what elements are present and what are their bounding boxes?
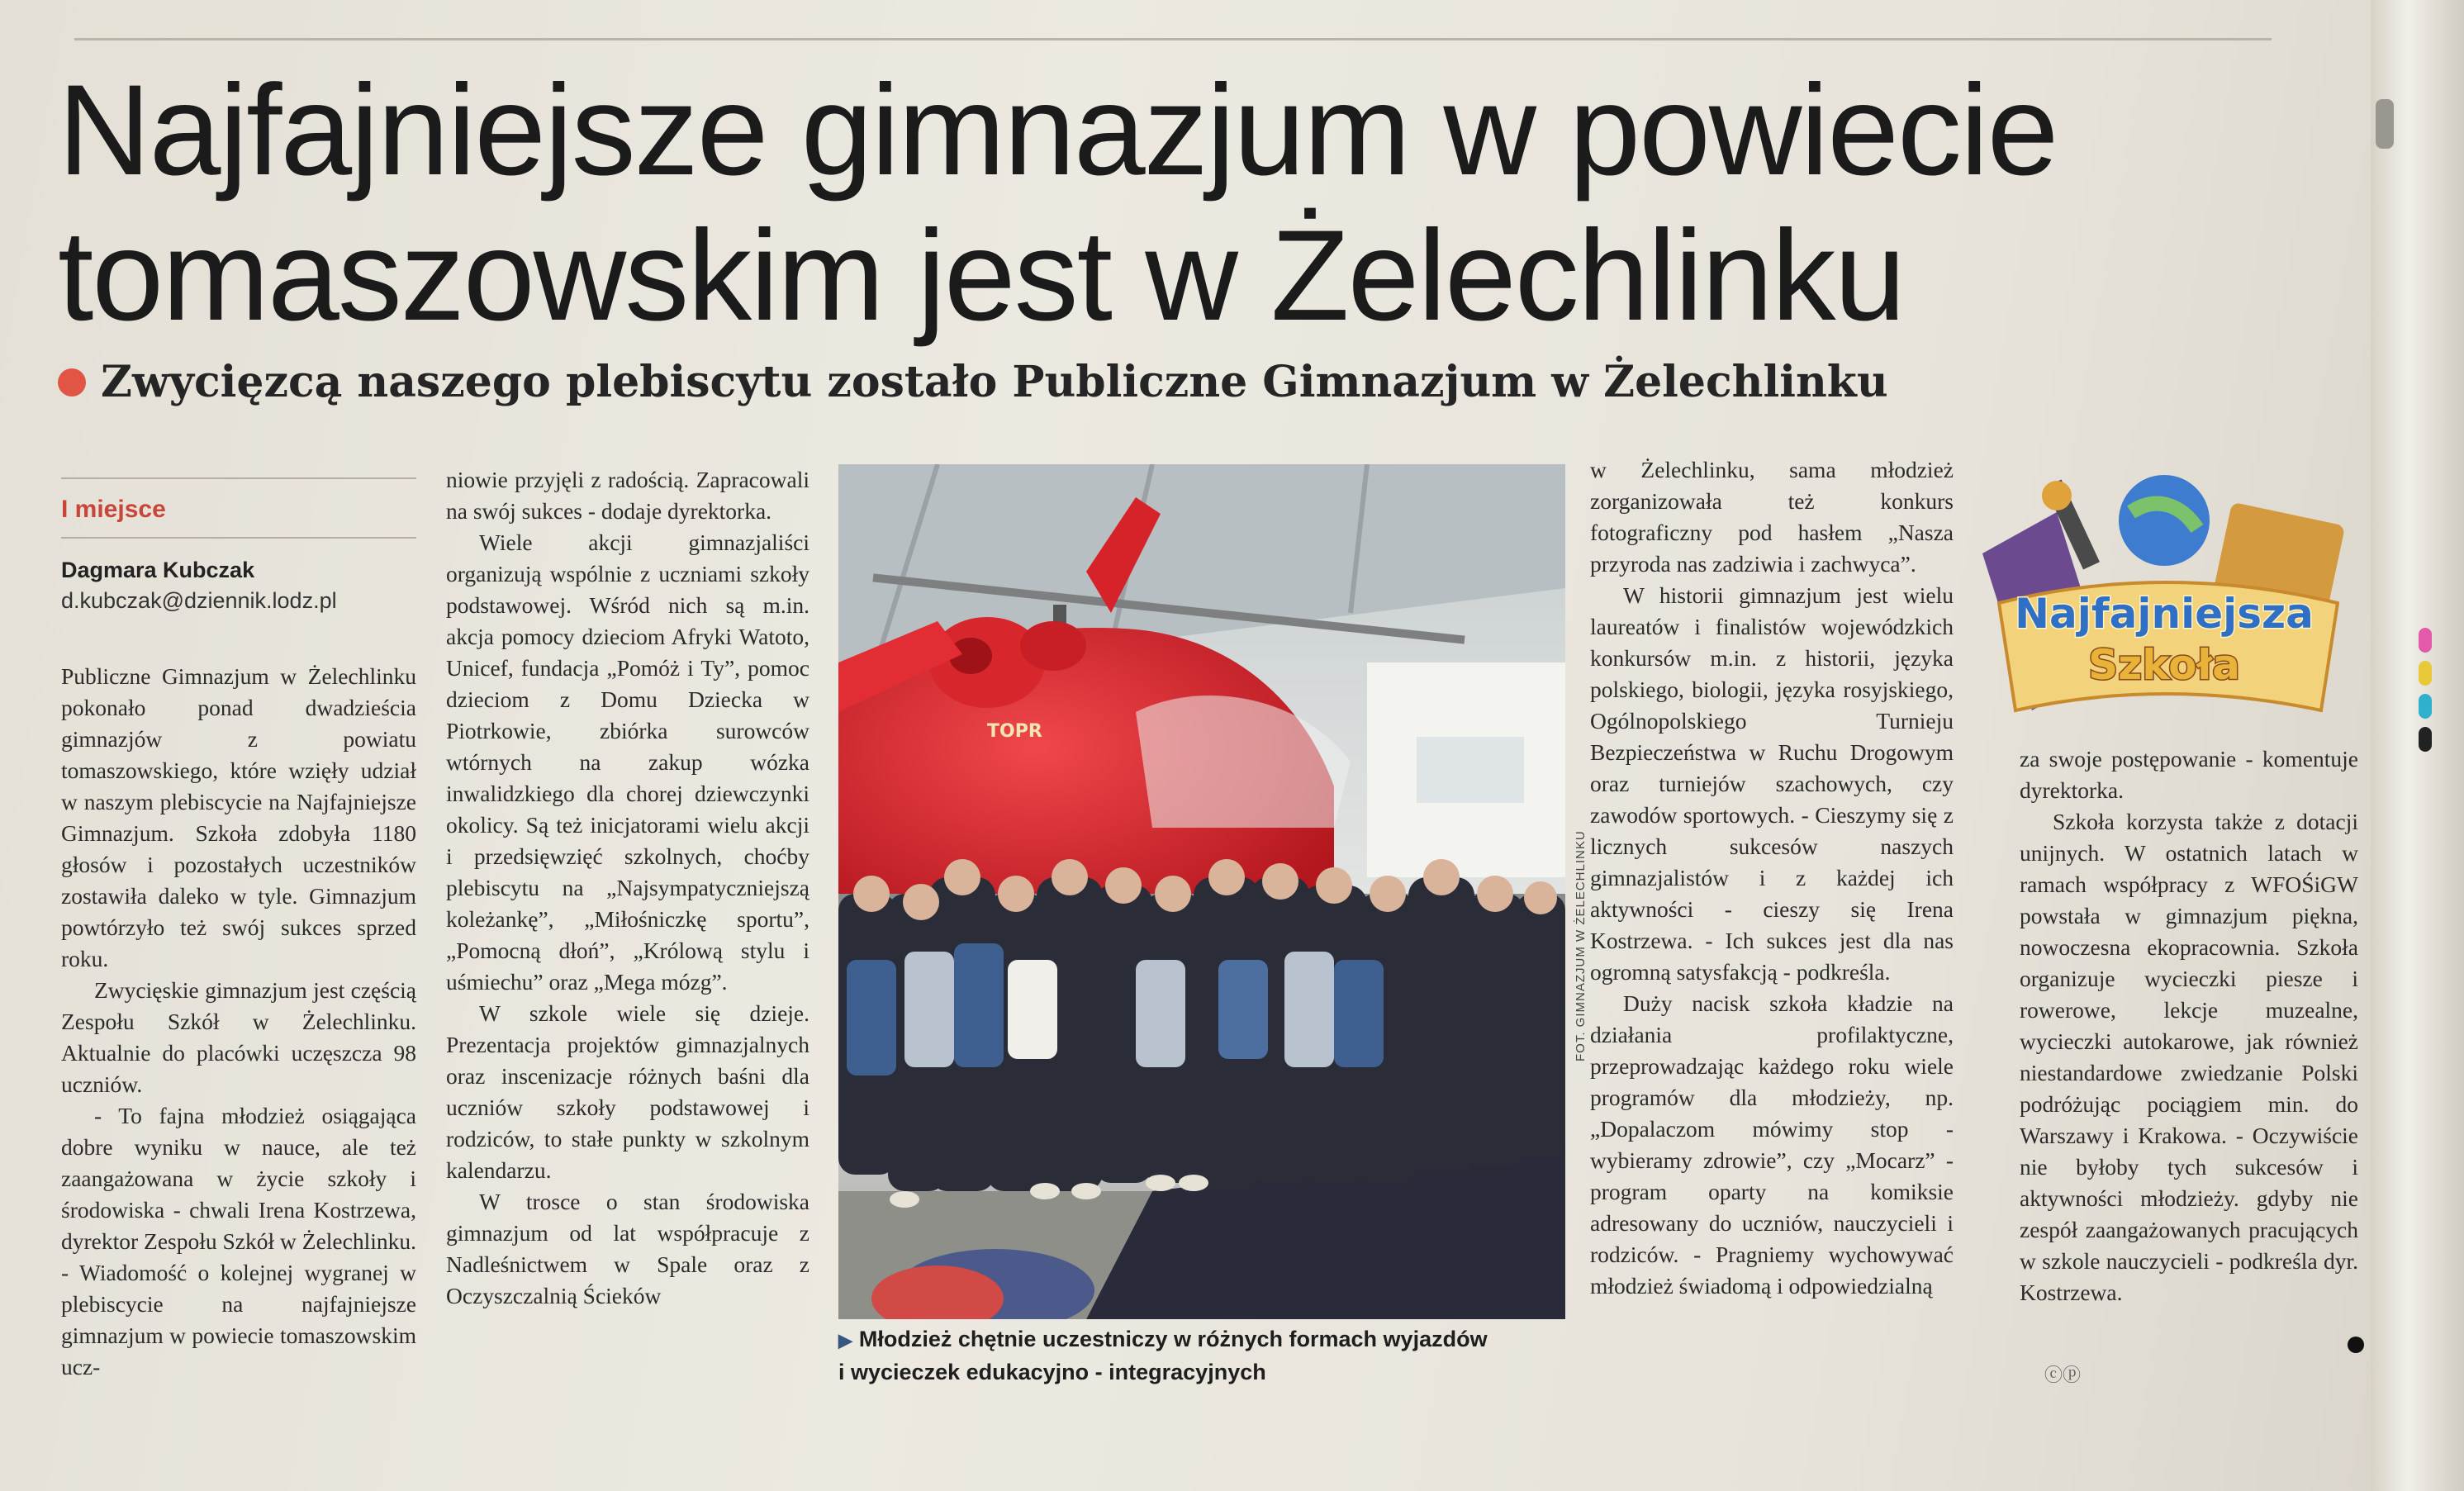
school-supplies-illustration [1966, 463, 2362, 743]
badge-subtitle: Szkoła [2088, 641, 2240, 689]
rank-label: I miejsce [61, 496, 166, 523]
adjacent-page-edge [2371, 0, 2464, 1491]
students-group [838, 859, 1565, 1208]
subheading [58, 354, 1958, 411]
column-3 [1590, 454, 1954, 1302]
paragraph: W historii gimnazjum jest wielu laureatów i finalistów wojewódzkich konkursów m.in. z historii, języka polskiego, biologii, języka rosyjskiego, Ogólnopolskiego Turnieju Bezpieczeństwa w Ruchu Drogowym oraz turniejów szachowych, czy zawodów sportowych. - Cieszymy się z licznych sukcesów naszych gimnazjalistów i z każdej ich aktywności - cieszy się Irena Kostrzewa. - Ich sukces jest dla nas ogromną satysfakcją - podkreśla. [1590, 582, 1954, 985]
column-1 [61, 661, 416, 1383]
headline-line-2: tomaszowskim jest w Żelechlinku [58, 204, 1905, 348]
end-of-article-mark [2348, 1337, 2364, 1353]
najfajniejsza-szkola-badge [1966, 463, 2362, 743]
subheading-text: Zwycięzcą naszego plebiscytu zostało Publiczne Gimnazjum w Żelechlinku [101, 357, 1888, 407]
rank-rule-top [61, 477, 416, 479]
author-email: d.kubczak@dziennik.lodz.pl [61, 588, 337, 613]
paragraph: Wiele akcji gimnazjaliści organizują wspólnie z uczniami szkoły podstawowej. Wśród nich są m.in. akcja pomocy dzieciom Afryki Watoto, Unicef, fundacja „Pomóż i Ty”, pomoc dzieciom z Domu Dziecka w Piotrkowie, zbiórka surowców wtórnych na zakup wózka inwalidzkiego dla chorej dziewczynki okolicy. Są też inicjatorami wielu akcji i przedsięwzięć szkolnych, choćby plebiscytu na „Najsympatyczniejszą koleżankę”, „Miłośniczkę sportu”, „Pomocną dłoń”, „Królową stylu i uśmiechu” oraz „Mega mózg”. [446, 529, 809, 995]
headline-line-1: Najfajniejsze gimnazjum w powiecie [58, 59, 2058, 202]
paragraph: za swoje postępowanie - komentuje dyrektorka. [2020, 746, 2358, 803]
paragraph: W szkole wiele się dzieje. Prezentacja projektów gimnazjalnych oraz inscenizacje różnych baśni dla uczniów szkoły podstawowej i rodziców, to stałe punkty w szkolnym kalendarzu. [446, 1000, 809, 1183]
red-bullet-icon [58, 368, 86, 396]
column-2 [446, 464, 809, 1312]
copyright-mark: ⓒⓟ [2044, 1365, 2082, 1386]
badge-title: Najfajniejsza [2015, 590, 2314, 638]
paragraph: w Żelechlinku, sama młodzież zorganizowała też konkurs fotograficzny pod hasłem „Nasza przyroda nas zadziwia i zachwyca”. [1590, 457, 1954, 577]
photo-credit: FOT. GIMNAZJUM W ŻELECHLINKU [1574, 830, 1588, 1061]
caption-line-2: i wycieczek edukacyjno - integracyjnych [838, 1360, 1266, 1384]
author-name: Dagmara Kubczak [61, 558, 255, 582]
group-photo-illustration [838, 464, 1565, 1319]
top-rule [74, 38, 2272, 40]
paragraph: Duży nacisk szkoła kładzie na działania profilaktyczne, przeprowadzając każdego roku wiele programów dla młodzieży, np. „Dopalaczom mówimy stop - wybieramy zdrowie”, czy „Mocarz” - program oparty na komiksie adresowany do uczniów, nauczycieli i rodziców. - Pragniemy wychowywać młodzież świadomą i odpowiedzialną [1590, 990, 1954, 1299]
column-4 [2020, 743, 2358, 1308]
paragraph: Szkoła korzysta także z dotacji unijnych. W ostatnich latach w ramach współpracy z WFOŚiGW powstała w gimnazjum piękna, nowoczesna ekopracownia. Szkoła organizuje wycieczki piesze i rowerowe, lekcje muzealne, wycieczki autokarowe, jak również niestandardowe zwiedzanie Polski podróżując pociągiem min. do Warszawy i Krakowa. - Oczywiście nie byłoby tych sukcesów i aktywności młodzieży. gdyby nie zespół zaangażowanych pracujących w szkole nauczycieli - podkreśla dyr. Kostrzewa. [2020, 809, 2358, 1305]
paragraph: W trosce o stan środowiska gimnazjum od lat współpracuje z Nadleśnictwem w Spale oraz z Oczyszczalnią Ścieków [446, 1189, 809, 1308]
caption-arrow-icon: ▶ [838, 1330, 852, 1351]
photo-caption [838, 1323, 1582, 1388]
paragraph: Zwycięskie gimnazjum jest częścią Zespołu Szkół w Żelechlinku. Aktualnie do placówki uczęszcza 98 uczniów. [61, 977, 416, 1097]
caption-line-1: Młodzież chętnie uczestniczy w różnych formach wyjazdów [858, 1327, 1488, 1351]
paragraph: - To fajna młodzież osiągająca dobre wyniku w nauce, ale też zaangażowana w życie szkoły i środowiska - chwali Irena Kostrzewa, dyrektor Zespołu Szkół w Żelechlinku. - Wiadomość o kolejnej wygranej w plebiscycie na najfajniejsze gimnazjum w powiecie tomaszowskim ucz- [61, 1103, 416, 1379]
helicopter-marking: TOPR [987, 721, 1042, 742]
paragraph: niowie przyjęli z radością. Zapracowali na swój sukces - dodaje dyrektorka. [446, 467, 809, 524]
paragraph: Publiczne Gimnazjum w Żelechlinku pokonało ponad dwadzieścia gimnazjów z powiatu tomaszowskiego, które wzięły udział w naszym plebiscycie na Najfajniejsze Gimnazjum. Szkoła zdobyła 1180 głosów i pozostałych uczestników zostawiła daleko w tyle. Gimnazjum powtórzyło też swój sukces sprzed roku. [61, 663, 416, 971]
rank-rule-bottom [61, 537, 416, 539]
group-photo [838, 464, 1565, 1319]
headline [58, 58, 2255, 349]
